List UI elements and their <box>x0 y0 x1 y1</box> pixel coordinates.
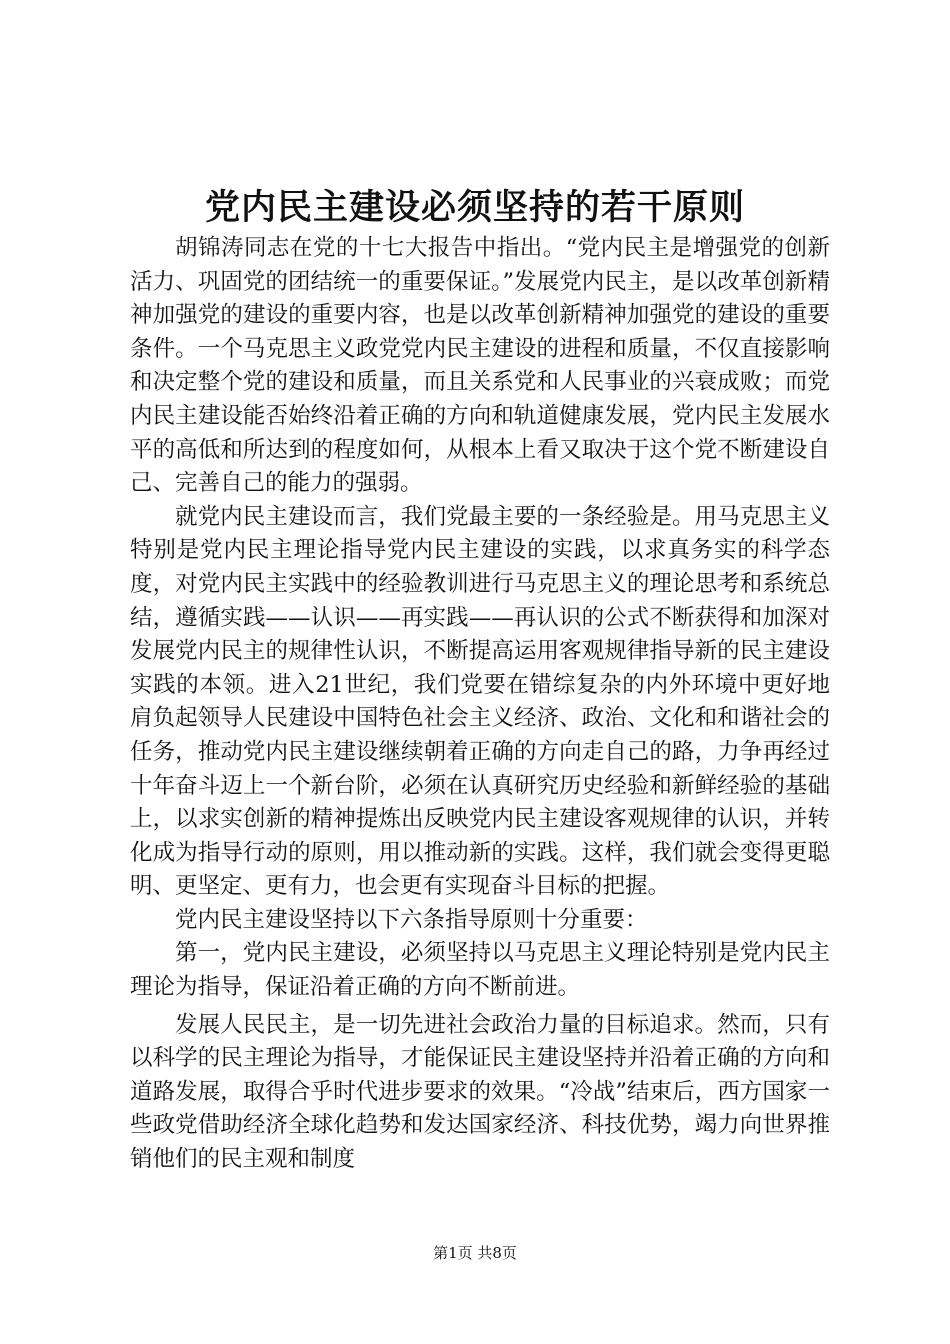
paragraph-1: 胡锦涛同志在党的十七大报告中指出。“党内民主是增强党的创新活力、巩固党的团结统一的重要保证。”发展党内民主，是以改革创新精神加强党的建设的重要内容，也是以改革创新精神加强党的建设的重要条件。一个马克思主义政党党内民主建设的进程和质量，不仅直接影响和决定整个党的建设和质量，而且关系党和人民事业的兴衰成败；而党内民主建设能否始终沿着正确的方向和轨道健康发展，党内民主发展水平的高低和所达到的程度如何，从根本上看又取决于这个党不断建设自己、完善自己的能力的强弱。 <box>130 235 830 497</box>
paragraph-4: 第一，党内民主建设，必须坚持以马克思主义理论特别是党内民主理论为指导，保证沿着正确的方向不断前进。 <box>130 940 830 1001</box>
paragraph-5: 发展人民民主，是一切先进社会政治力量的目标追求。然而，只有以科学的民主理论为指导，才能保证民主建设坚持并沿着正确的方向和道路发展，取得合乎时代进步要求的效果。“冷战”结束后，西方国家一些政党借助经济全球化趋势和发达国家经济、科技优势，竭力向世界推销他们的民主观和制度 <box>130 1011 830 1173</box>
paragraph-3: 党内民主建设坚持以下六条指导原则十分重要： <box>175 906 648 933</box>
document-title: 党内民主建设必须坚持的若干原则 <box>204 187 745 228</box>
page-footer: 第1页 共8页 <box>433 1244 517 1262</box>
paragraph-2: 就党内民主建设而言，我们党最主要的一条经验是。用马克思主义特别是党内民主理论指导党内民主建设的实践，以求真务实的科学态度，对党内民主实践中的经验教训进行马克思主义的理论思考和系统总结，遵循实践——认识——再实践——再认识的公式不断获得和加深对发展党内民主的规律性认识，不断提高运用客观规律指导新的民主建设实践的本领。进入21世纪，我们党要在错综复杂的内外环境中更好地肩负起领导人民建设中国特色社会主义经济、政治、文化和和谐社会的任务，推动党内民主建设继续朝着正确的方向走自己的路，力争再经过十年奋斗迈上一个新台阶，必须在认真研究历史经验和新鲜经验的基础上，以求实创新的精神提炼出反映党内民主建设客观规律的认识，并转化成为指导行动的原则，用以推动新的实践。这样，我们就会变得更聪明、更坚定、更有力，也会更有实现奋斗目标的把握。 <box>130 503 830 900</box>
document-body <box>130 232 830 1177</box>
